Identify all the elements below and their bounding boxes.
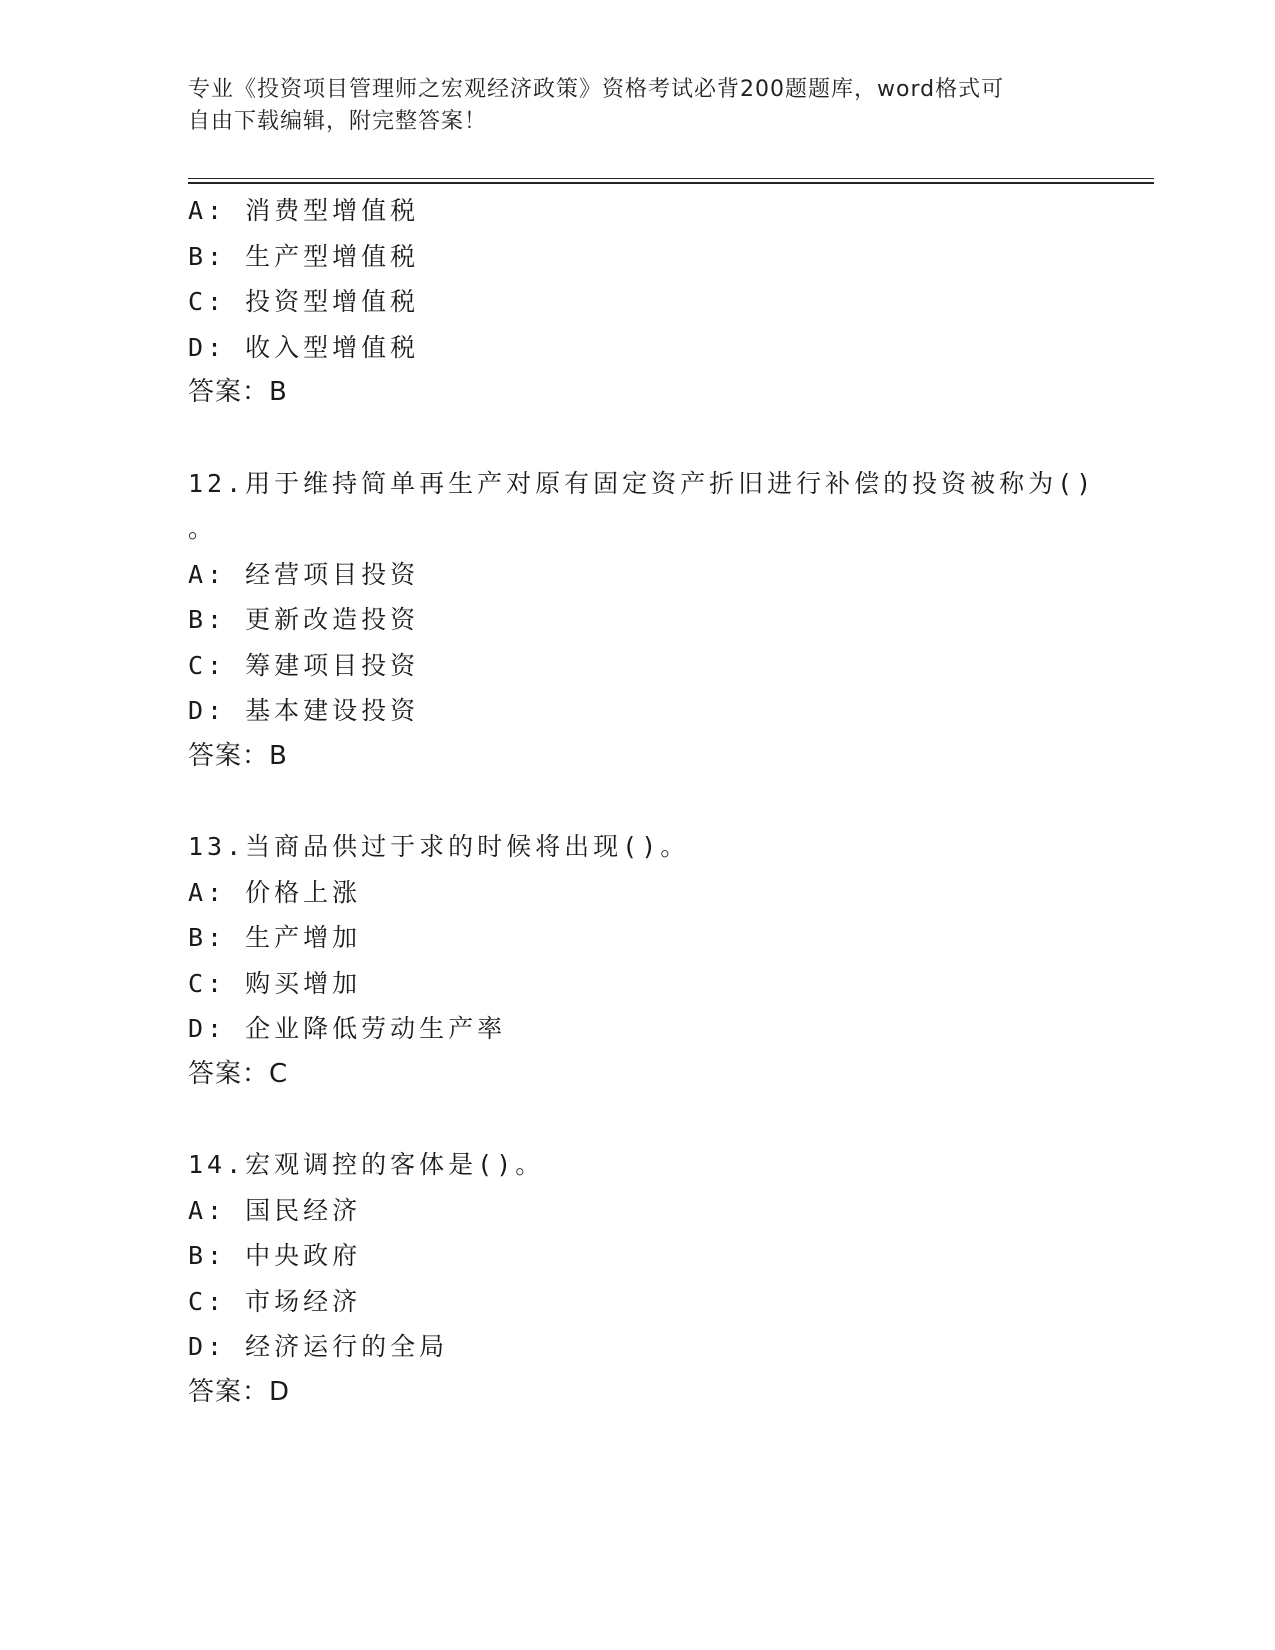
answer: 答案：D [188,1376,291,1407]
option-d: D: 基本建设投资 [188,696,420,725]
option-c: C: 购买增加 [188,968,362,998]
spacer [188,779,1088,824]
question-text: 14.宏观调控的客体是()。 [188,1150,545,1179]
document-header [188,74,1068,138]
answer: 答案：C [188,1058,289,1089]
answer: 答案：B [188,377,288,407]
option-c: C: 投资型增值税 [188,287,420,316]
question-list [188,188,1096,1415]
option-a: A: 价格上涨 [188,877,362,907]
option-b: B: 更新改造投资 [188,605,420,634]
option-b: B: 生产增加 [188,923,362,952]
question-13 [188,824,1088,1097]
spacer [188,1097,1088,1142]
header-divider-bottom [188,182,1154,184]
option-c: C: 市场经济 [188,1286,362,1316]
question-text: 13.当商品供过于求的时候将出现()。 [188,832,690,861]
header-line-1: 专业《投资项目管理师之宏观经济政策》资格考试必背200题题库，word格式可 [188,77,1005,102]
question-12 [188,461,1096,780]
question-11 [188,188,1088,416]
option-d: D: 经济运行的全局 [188,1332,449,1361]
option-c: C: 筹建项目投资 [188,650,420,680]
spacer [188,416,1088,461]
option-d: D: 收入型增值税 [188,332,420,362]
question-text-continued: 。 [188,514,218,543]
option-b: B: 中央政府 [188,1241,362,1270]
option-b: B: 生产型增值税 [188,241,420,271]
question-14 [188,1142,1088,1415]
question-text: 12.用于维持简单再生产对原有固定资产折旧进行补偿的投资被称为() [188,468,1096,498]
answer: 答案：B [188,740,288,771]
header-divider-top [188,178,1154,179]
option-a: A: 国民经济 [188,1195,362,1225]
header-line-2: 自由下载编辑，附完整答案！ [188,109,488,134]
option-d: D: 企业降低劳动生产率 [188,1014,507,1043]
option-a: A: 消费型增值税 [188,196,420,225]
option-a: A: 经营项目投资 [188,559,420,589]
